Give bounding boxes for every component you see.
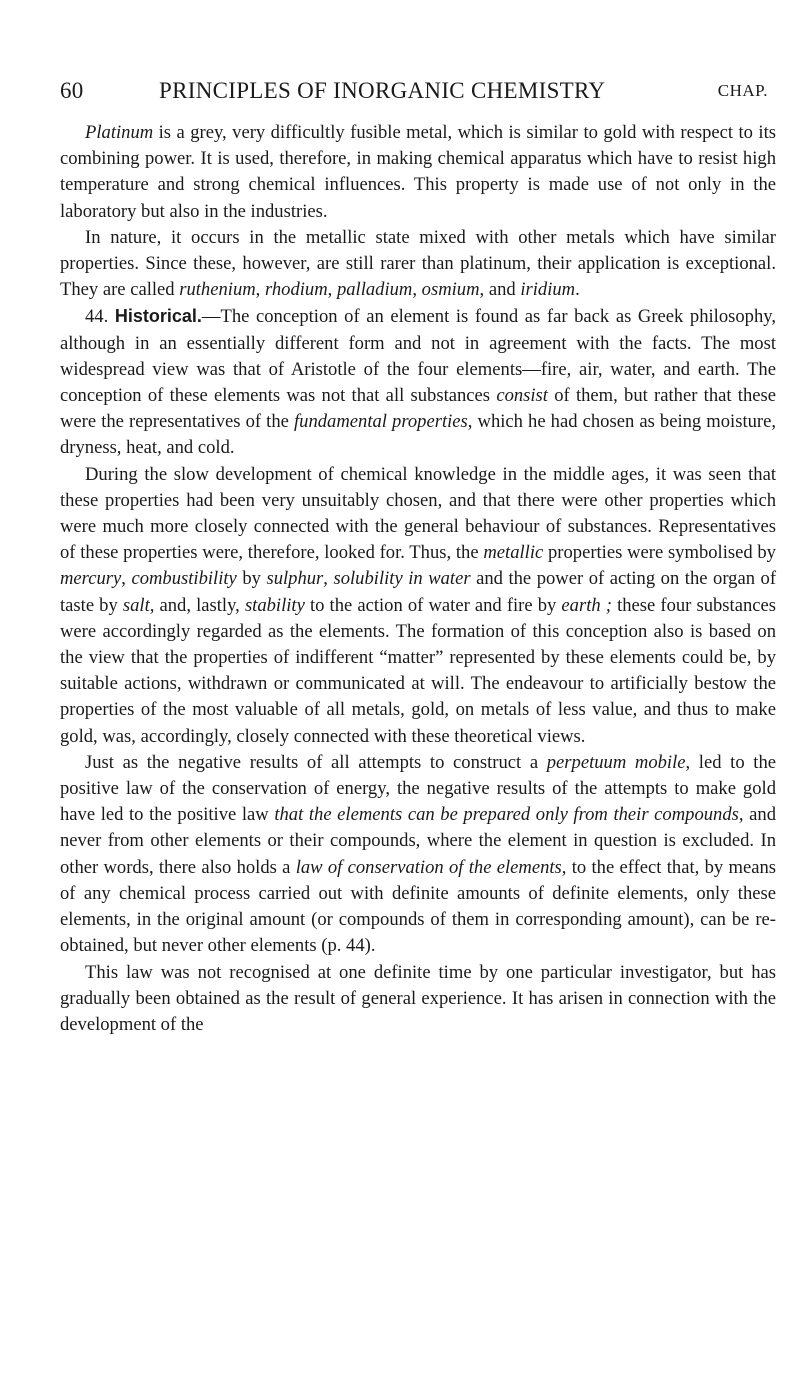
separator: , (121, 568, 132, 590)
paragraph-conservation-law (60, 750, 776, 960)
paragraph-text: , which he had chosen as being moisture, dryness, heat, and cold. (60, 411, 777, 459)
term-consist: consist (496, 385, 548, 407)
term-perpetuum-mobile: perpetuum mobile (546, 751, 686, 773)
page-number: 60 (60, 78, 84, 103)
term-iridium: iridium (520, 279, 576, 301)
paragraph-middle-ages (60, 462, 776, 750)
running-head (60, 78, 768, 112)
separator: , (327, 279, 337, 301)
term-osmium: osmium (421, 279, 480, 301)
term-platinum: Platinum (85, 122, 154, 143)
term-solubility-in-water: solubility in water (333, 568, 471, 590)
paragraph-text: these four substances were accordingly regarded as the elements. The formation of this conception also is based on the view that the properties of indifferent “matter” represented by these elements could be, by suitable actions, withdrawn or communicated at will. The endeavour to artificially bestow the properties of the most valuable of all metals, gold, on metals of less value, and thus to make gold, was, accordingly, closely connected with these theoretical views. (60, 594, 776, 747)
term-ruthenium: ruthenium (179, 279, 256, 301)
section-44-historical (60, 303, 776, 461)
paragraph-text: This law was not recognised at one definite time by one particular investigator, but has gradually been obtained as the result of general experience. It has arisen in connection with the development of the (60, 961, 776, 1035)
paragraph-text: , to the effect that, by means of any chemical process carried out with definite amounts of definite elements, only these elements, in the original amount (or compounds of them in corresponding amount), can be re-obtained, but never other elements (p. 44). (60, 856, 776, 957)
paragraph-platinum-metals (60, 225, 776, 304)
term-law-of-conservation: law of conservation of the elements (295, 856, 562, 878)
separator: . (575, 279, 580, 301)
term-earth: earth ; (561, 594, 612, 616)
separator: , (412, 279, 422, 301)
term-stability: stability (244, 594, 305, 616)
term-sulphur: sulphur (266, 568, 324, 590)
paragraph-text: In nature, it occurs in the metallic state mixed with other metals which have similar properties. Since these, however, are still rarer than platinum, their application is exceptional. They are called (60, 226, 776, 301)
book-title: PRINCIPLES OF INORGANIC CHEMISTRY (159, 78, 606, 103)
section-number: 44. (85, 306, 109, 328)
law-statement: that the elements can be prepared only from their compounds (274, 804, 739, 826)
body-text (60, 120, 776, 1038)
separator: , and (479, 279, 521, 301)
term-palladium: palladium (336, 279, 413, 301)
term-combustibility: combustibility (131, 568, 237, 590)
paragraph-text: of them, but rather that these were the representatives of the (60, 385, 777, 433)
chapter-label: CHAP. (717, 81, 768, 100)
term-fundamental-properties: fundamental properties (293, 411, 468, 433)
term-metallic: metallic (483, 542, 544, 564)
paragraph-platinum (60, 120, 776, 225)
paragraph-text: by (236, 568, 267, 590)
separator: , (255, 279, 265, 301)
paragraph-text: to the action of water and fire by (304, 594, 562, 616)
paragraph-text: and the power of acting on the organ of taste by (60, 568, 777, 616)
paragraph-text: is a grey, very difficultly fusible metal, which is similar to gold with respect to its combining power. It is used, therefore, in making chemical apparatus which have to resist high temperature and strong chemical influences. This property is made use of not only in the laboratory but also in the industries. (60, 122, 776, 222)
term-mercury: mercury (60, 568, 122, 590)
term-salt: salt (122, 594, 150, 616)
paragraph-text: properties were symbolised by (543, 542, 776, 564)
paragraph-text: , and, lastly, (149, 594, 245, 616)
separator: , (323, 568, 334, 590)
term-rhodium: rhodium (264, 279, 328, 301)
paragraph-text: Just as the negative results of all attempts to construct a (85, 751, 547, 773)
paragraph-text: During the slow development of chemical knowledge in the middle ages, it was seen that these properties had been very unsuitably chosen, and that there were other properties which were much more closely connected with the general behaviour of substances. Representatives of these properties were, therefore, looked for. Thus, the (60, 463, 776, 564)
paragraph-law-recognition (60, 960, 776, 1039)
section-heading: Historical. (114, 306, 202, 327)
paragraph-text: , and never from other elements or their compounds, where the element in question is excluded. In other words, there also holds a (60, 804, 776, 878)
paragraph-text: —The conception of an element is found as far back as Greek philosophy, although in an essentially different form and not in agreement with the facts. The most widespread view was that of Aristotle of the four elements—fire, air, water, and earth. The conception of these elements was not that all substances (60, 306, 777, 407)
paragraph-text: , led to the positive law of the conservation of energy, the negative results of the attempts to make gold have led to the positive law (60, 751, 776, 826)
